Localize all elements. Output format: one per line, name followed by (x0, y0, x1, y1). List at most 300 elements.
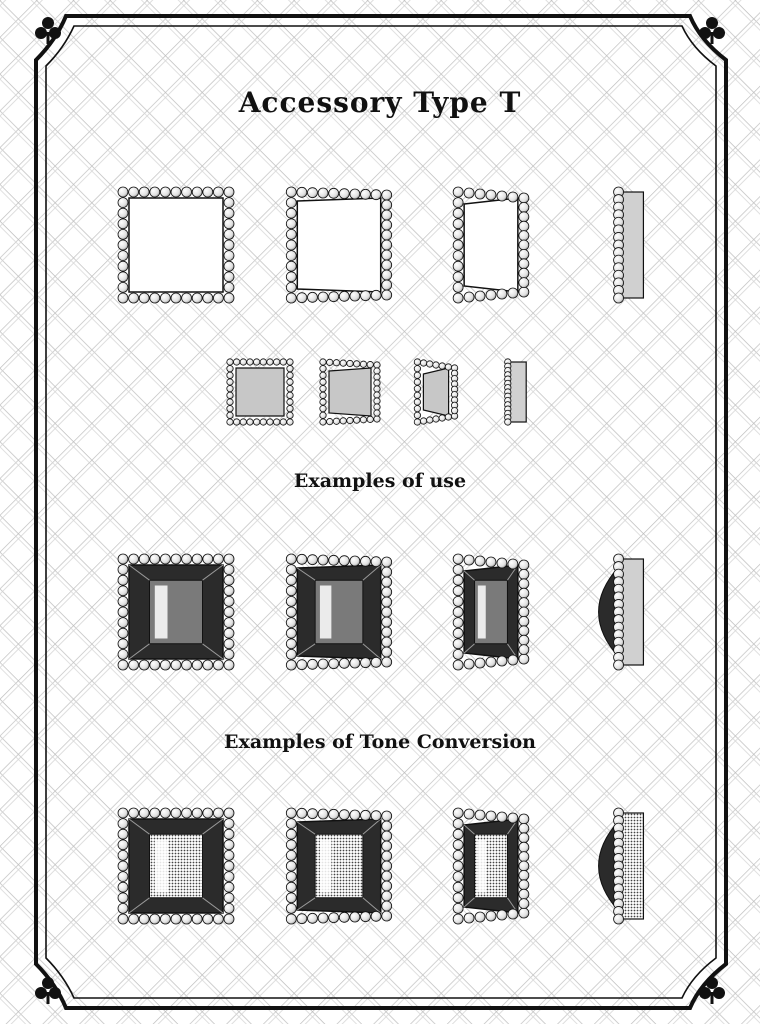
pearl-bead (286, 893, 296, 903)
pearl-bead (519, 287, 529, 297)
pearl-bead (240, 419, 246, 425)
pearl-bead (382, 657, 392, 667)
pearl-bead (382, 567, 392, 577)
pearl-bead (286, 586, 296, 596)
pearl-bead (129, 914, 139, 924)
pearl-bead (118, 240, 128, 250)
pearl-bead (382, 637, 392, 647)
pearl-bead (213, 293, 223, 303)
pearl-bead (361, 189, 371, 199)
pearl-bead (171, 914, 181, 924)
pearl-bead (382, 821, 392, 831)
pearl-bead (224, 850, 234, 860)
pearl-bead (453, 639, 463, 649)
pearl-bead (286, 850, 296, 860)
pearl-bead (224, 251, 234, 261)
pearl-bead (213, 187, 223, 197)
pearl-bead (464, 555, 474, 565)
pearl-bead (374, 380, 380, 386)
pearl-bead (519, 268, 529, 278)
pearl-bead (224, 219, 234, 229)
pearl-bead (519, 607, 529, 617)
pearl-bead (224, 272, 234, 282)
pearl-bead (192, 554, 202, 564)
pearl-bead (486, 557, 496, 567)
pearl-bead (286, 872, 296, 882)
pearl-bead (118, 293, 128, 303)
pearl-bead (224, 649, 234, 659)
pearl-bead (374, 398, 380, 404)
pearl-bead (453, 219, 463, 229)
pearl-bead (414, 399, 420, 405)
pearl-bead (374, 416, 380, 422)
pearl-bead (320, 419, 326, 425)
pearl-bead (453, 208, 463, 218)
pearl-bead (224, 660, 234, 670)
pearl-bead (318, 913, 328, 923)
pearl-bead (286, 240, 296, 250)
pearl-bead (519, 231, 529, 241)
pearl-bead (519, 899, 529, 909)
pearl-bead (347, 360, 353, 366)
pearl-bead (475, 189, 485, 199)
pearl-bead (203, 187, 213, 197)
pearl-bead (182, 293, 192, 303)
pearl-bead (118, 893, 128, 903)
pearl-bead (453, 607, 463, 617)
pearl-bead (286, 293, 296, 303)
pearl-bead (433, 362, 439, 368)
pearl-bead (287, 405, 293, 411)
pearl-bead (129, 660, 139, 670)
pearl-bead (614, 914, 624, 924)
pearl-bead (382, 260, 392, 270)
jewel-gem-examples-angle-left (286, 554, 391, 670)
pearl-bead (203, 914, 213, 924)
pearl-bead (361, 291, 371, 301)
pearl-bead (286, 261, 296, 271)
pearl-bead (360, 417, 366, 423)
pearl-bead (382, 230, 392, 240)
pearl-bead (297, 808, 307, 818)
pearl-bead (371, 911, 381, 921)
pearl-bead (350, 291, 360, 301)
pearl-bead (453, 861, 463, 871)
pearl-bead (329, 809, 339, 819)
pearl-bead (280, 419, 286, 425)
pearl-bead (508, 655, 518, 665)
pearl-bead (374, 404, 380, 410)
pearl-bead (118, 219, 128, 229)
pearl-bead (320, 405, 326, 411)
pearl-bead (519, 212, 529, 222)
pearl-bead (519, 814, 529, 824)
pearl-bead (519, 616, 529, 626)
pearl-bead (475, 658, 485, 668)
pearl-bead (286, 649, 296, 659)
pearl-bead (453, 293, 463, 303)
pearl-bead (339, 658, 349, 668)
pearl-bead (453, 565, 463, 575)
pearl-bead (260, 359, 266, 365)
pearl-bead (614, 293, 624, 303)
pearl-bead (614, 660, 624, 670)
pearl-bead (182, 554, 192, 564)
pearl-bead (287, 379, 293, 385)
pearl-bead (453, 282, 463, 292)
pearl-bead (445, 414, 451, 420)
pearl-bead (354, 361, 360, 367)
pearl-bead (213, 554, 223, 564)
pearl-bead (224, 208, 234, 218)
pearl-bead (118, 808, 128, 818)
pearl-bead (382, 220, 392, 230)
pearl-bead (464, 913, 474, 923)
pearl-bead (519, 278, 529, 288)
pearl-bead (519, 889, 529, 899)
pearl-bead (374, 410, 380, 416)
pearl-bead (118, 272, 128, 282)
pearl-bead (350, 189, 360, 199)
pearl-bead (118, 596, 128, 606)
pearl-bead (382, 250, 392, 260)
pearl-bead (382, 851, 392, 861)
pearl-bead (240, 359, 246, 365)
pearl-bead (286, 565, 296, 575)
pearl-bead (340, 360, 346, 366)
pearl-bead (453, 819, 463, 829)
pearl-bead (287, 372, 293, 378)
pearl-bead (224, 575, 234, 585)
pearl-bead (286, 808, 296, 818)
pearl-bead (308, 555, 318, 565)
pearl-bead (347, 417, 353, 423)
pearl-bead (486, 190, 496, 200)
pearl-bead (453, 240, 463, 250)
pearl-bead (253, 419, 259, 425)
pearl-bead (286, 596, 296, 606)
pearl-bead (129, 808, 139, 818)
pearl-bead (267, 359, 273, 365)
pearl-bead (287, 385, 293, 391)
pearl-bead (171, 554, 181, 564)
pearl-bead (519, 259, 529, 269)
pearl-bead (453, 575, 463, 585)
pearl-bead (297, 914, 307, 924)
pearl-bead (464, 659, 474, 669)
pearl-bead (139, 293, 149, 303)
pearl-bead (287, 419, 293, 425)
pearl-bead (118, 251, 128, 261)
pearl-bead (224, 261, 234, 271)
pearl-bead (350, 658, 360, 668)
pearl-bead (453, 618, 463, 628)
pearl-bead (224, 240, 234, 250)
pearl-bead (382, 831, 392, 841)
pearl-bead (486, 811, 496, 821)
pearl-bead (182, 187, 192, 197)
pearl-bead (286, 882, 296, 892)
pearl-bead (453, 596, 463, 606)
pearl-bead (286, 639, 296, 649)
pearl-bead (286, 282, 296, 292)
pearl-bead (160, 914, 170, 924)
pearl-bead (318, 659, 328, 669)
pearl-bead (486, 290, 496, 300)
pearl-bead (453, 261, 463, 271)
pearl-bead (318, 188, 328, 198)
pearl-bead (374, 392, 380, 398)
pearl-bead (497, 289, 507, 299)
pearl-bead (118, 282, 128, 292)
pearl-bead (233, 359, 239, 365)
pearl-bead (497, 910, 507, 920)
pearl-bead (361, 556, 371, 566)
pearl-bead (327, 418, 333, 424)
pearl-bead (118, 829, 128, 839)
pearl-bead (414, 372, 420, 378)
pearl-bead (464, 809, 474, 819)
pearl-bead (171, 808, 181, 818)
pearl-bead (329, 659, 339, 669)
pearl-bead (118, 565, 128, 575)
pearl-bead (519, 635, 529, 645)
pearl-bead (227, 372, 233, 378)
pearl-bead (371, 290, 381, 300)
pearl-bead (182, 808, 192, 818)
pearl-bead (414, 385, 420, 391)
pearl-bead (453, 586, 463, 596)
pearl-bead (286, 618, 296, 628)
pearl-bead (519, 240, 529, 250)
pearl-bead (182, 914, 192, 924)
pearl-bead (497, 191, 507, 201)
pearl-bead (247, 419, 253, 425)
pearl-bead (286, 208, 296, 218)
pearl-bead (453, 808, 463, 818)
pearl-bead (519, 823, 529, 833)
pearl-bead (213, 808, 223, 818)
pearl-bead (382, 557, 392, 567)
pearl-bead (519, 861, 529, 871)
jewel-small-filled-frames-front (227, 359, 293, 425)
pearl-bead (382, 210, 392, 220)
pearl-bead (382, 290, 392, 300)
pearl-bead (497, 558, 507, 568)
pearl-bead (519, 560, 529, 570)
pearl-bead (129, 187, 139, 197)
pearl-bead (361, 810, 371, 820)
pearl-bead (286, 187, 296, 197)
pearl-bead (297, 293, 307, 303)
pearl-bead (382, 280, 392, 290)
pearl-bead (374, 362, 380, 368)
pearl-bead (224, 187, 234, 197)
pearl-bead (453, 198, 463, 208)
pearl-bead (139, 187, 149, 197)
pearl-bead (508, 559, 518, 569)
pearl-bead (371, 657, 381, 667)
pearl-bead (453, 251, 463, 261)
pearl-bead (287, 412, 293, 418)
pearl-bead (453, 660, 463, 670)
pearl-bead (287, 392, 293, 398)
pearl-bead (519, 249, 529, 259)
pearl-bead (505, 419, 511, 425)
pearl-bead (192, 293, 202, 303)
pearl-bead (382, 861, 392, 871)
pearl-bead (224, 893, 234, 903)
pearl-bead (382, 881, 392, 891)
pearl-bead (486, 657, 496, 667)
pearl-bead (453, 840, 463, 850)
pearl-bead (439, 415, 445, 421)
pearl-bead (227, 392, 233, 398)
pearl-bead (118, 607, 128, 617)
pearl-bead (382, 811, 392, 821)
pearl-bead (224, 554, 234, 564)
pearl-bead (286, 628, 296, 638)
pearl-bead (160, 660, 170, 670)
pearl-bead (287, 365, 293, 371)
pearl-bead (453, 229, 463, 239)
pearl-bead (318, 292, 328, 302)
pearl-bead (508, 909, 518, 919)
pearl-bead (192, 914, 202, 924)
pearl-bead (224, 596, 234, 606)
pearl-bead (519, 221, 529, 231)
pearl-bead (329, 913, 339, 923)
pearl-bead (286, 251, 296, 261)
pearl-bead (203, 660, 213, 670)
pearl-bead (286, 840, 296, 850)
sheet-title: Accessory Type T (238, 86, 522, 119)
pearl-bead (224, 639, 234, 649)
pearl-bead (320, 392, 326, 398)
pearl-bead (287, 399, 293, 405)
pearl-bead (224, 819, 234, 829)
pearl-bead (382, 901, 392, 911)
pearl-bead (371, 190, 381, 200)
pearl-bead (287, 359, 293, 365)
pearl-bead (118, 208, 128, 218)
pearl-bead (224, 872, 234, 882)
pearl-bead (382, 270, 392, 280)
pearl-bead (497, 812, 507, 822)
pearl-bead (453, 882, 463, 892)
pearl-bead (192, 808, 202, 818)
pearl-bead (171, 660, 181, 670)
pearl-bead (382, 607, 392, 617)
pearl-bead (519, 842, 529, 852)
pearl-bead (475, 556, 485, 566)
pearl-bead (224, 282, 234, 292)
pearl-bead (171, 187, 181, 197)
jewel-gem-examples-front (118, 554, 234, 670)
jewel-tone-examples-front (118, 808, 234, 924)
pearl-bead (453, 272, 463, 282)
pearl-bead (475, 912, 485, 922)
pearl-bead (339, 189, 349, 199)
pearl-bead (227, 399, 233, 405)
pearl-bead (118, 618, 128, 628)
pearl-bead (139, 808, 149, 818)
pearl-bead (118, 554, 128, 564)
pearl-bead (519, 645, 529, 655)
pearl-bead (519, 598, 529, 608)
pearl-bead (213, 914, 223, 924)
pearl-bead (414, 365, 420, 371)
pearl-bead (333, 360, 339, 366)
pearl-bead (453, 187, 463, 197)
pearl-bead (260, 419, 266, 425)
pearl-bead (519, 202, 529, 212)
pearl-bead (297, 554, 307, 564)
pearl-bead (224, 565, 234, 575)
pearl-bead (361, 912, 371, 922)
pearl-bead (118, 187, 128, 197)
pearl-bead (453, 850, 463, 860)
pearl-bead (427, 417, 433, 423)
pearl-bead (118, 840, 128, 850)
pearl-bead (203, 293, 213, 303)
pearl-bead (320, 365, 326, 371)
pearl-bead (382, 841, 392, 851)
pearl-bead (286, 819, 296, 829)
pearl-bead (227, 405, 233, 411)
pearl-bead (224, 861, 234, 871)
pearl-bead (253, 359, 259, 365)
pearl-bead (371, 811, 381, 821)
pearl-bead (267, 419, 273, 425)
pearl-bead (382, 911, 392, 921)
pearl-bead (329, 555, 339, 565)
pearl-bead (486, 911, 496, 921)
pearl-bead (308, 188, 318, 198)
pearl-bead (227, 385, 233, 391)
pearl-bead (453, 914, 463, 924)
pearl-bead (451, 407, 457, 413)
pearl-bead (224, 840, 234, 850)
pearl-bead (453, 554, 463, 564)
pearl-bead (118, 660, 128, 670)
jewel-tone-examples-angle-left (286, 808, 391, 924)
pearl-bead (286, 272, 296, 282)
pearl-bead (286, 554, 296, 564)
pearl-bead (320, 412, 326, 418)
pearl-bead (118, 575, 128, 585)
pearl-bead (160, 187, 170, 197)
pearl-bead (118, 850, 128, 860)
pearl-bead (160, 808, 170, 818)
pearl-bead (382, 597, 392, 607)
pearl-bead (227, 412, 233, 418)
pearl-bead (464, 188, 474, 198)
pearl-bead (327, 359, 333, 365)
pearl-bead (150, 187, 160, 197)
pearl-bead (286, 903, 296, 913)
jewel-outline-frames-angle-left (286, 187, 391, 303)
pearl-bead (118, 649, 128, 659)
pearl-bead (118, 586, 128, 596)
pearl-bead (224, 198, 234, 208)
pearl-bead (508, 813, 518, 823)
pearl-bead (382, 891, 392, 901)
pearl-bead (150, 293, 160, 303)
pearl-bead (382, 587, 392, 597)
pearl-bead (286, 229, 296, 239)
pearl-bead (382, 200, 392, 210)
